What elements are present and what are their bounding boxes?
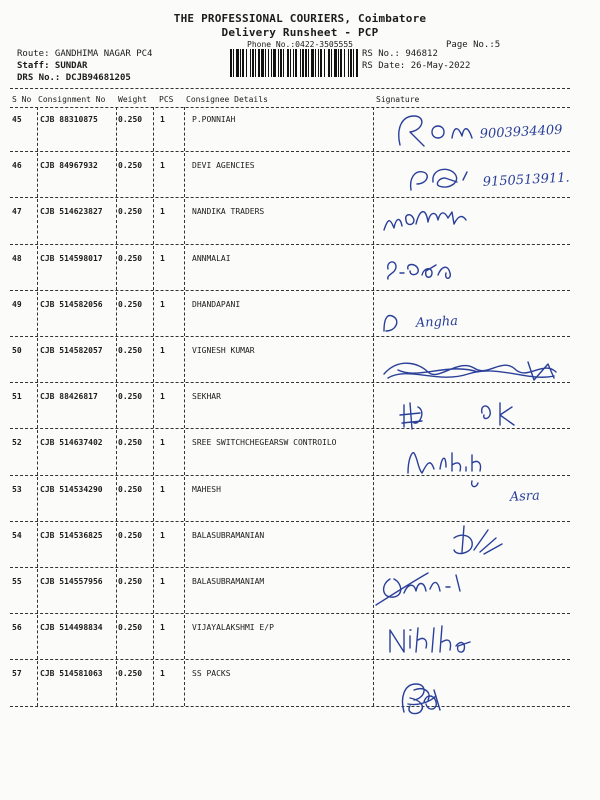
signature-image	[368, 565, 483, 613]
weight-cell: 0.250	[118, 299, 143, 309]
column-divider	[116, 569, 117, 613]
signature-image	[466, 475, 566, 511]
column-divider	[153, 246, 154, 290]
staff: Staff: SUNDAR	[17, 61, 88, 71]
rs-date: RS Date: 26-May-2022	[362, 61, 471, 71]
signature-image	[396, 678, 456, 718]
sno-cell: 46	[12, 161, 22, 171]
consignment-cell: CJB 514534290	[40, 484, 103, 494]
column-divider	[116, 384, 117, 428]
column-divider	[153, 107, 154, 151]
phone-number: Phone No.:0422-3505555	[247, 40, 353, 49]
column-divider	[373, 107, 374, 151]
column-divider	[184, 523, 185, 567]
column-divider	[184, 661, 185, 705]
rs-number: RS No.: 946812	[362, 49, 438, 59]
pcs-cell: 1	[160, 115, 165, 124]
column-divider	[184, 477, 185, 521]
col-weight: Weight	[118, 95, 147, 104]
column-divider	[37, 153, 38, 197]
column-divider	[37, 107, 38, 151]
column-divider	[153, 569, 154, 613]
sno-cell: 53	[12, 484, 22, 494]
consignment-cell: CJB 514498834	[40, 623, 103, 633]
column-divider	[37, 477, 38, 521]
column-divider	[37, 246, 38, 290]
consignee-cell: NANDIKA TRADERS	[192, 207, 265, 217]
consignment-cell: CJB 84967932	[40, 161, 98, 171]
column-divider	[37, 569, 38, 613]
column-divider	[37, 338, 38, 382]
column-divider	[373, 661, 374, 705]
consignment-cell: CJB 514598017	[40, 253, 103, 263]
column-divider	[153, 199, 154, 243]
row-divider	[10, 290, 570, 291]
consignment-cell: CJB 514557956	[40, 577, 103, 586]
pcs-cell: 1	[160, 577, 165, 586]
weight-cell: 0.250	[118, 346, 143, 355]
consignment-cell: CJB 514582057	[40, 346, 103, 355]
pcs-cell: 1	[160, 484, 165, 494]
svg-text:Angha: Angha	[415, 313, 459, 331]
column-divider	[184, 199, 185, 243]
sno-cell: 54	[12, 530, 22, 540]
column-divider	[116, 477, 117, 521]
consignee-cell: BALASUBRAMANIAN	[192, 530, 265, 540]
consignee-cell: VIJAYALAKSHMI E/P	[192, 623, 274, 633]
weight-cell: 0.250	[118, 530, 143, 540]
pcs-cell: 1	[160, 530, 165, 540]
pcs-cell: 1	[160, 299, 165, 309]
column-divider	[184, 153, 185, 197]
column-divider	[184, 338, 185, 382]
pcs-cell: 1	[160, 346, 165, 355]
pcs-cell: 1	[160, 207, 165, 217]
column-divider	[184, 430, 185, 474]
weight-cell: 0.250	[118, 253, 143, 263]
column-divider	[373, 523, 374, 567]
col-consignment: Consignment No	[38, 95, 106, 104]
col-signature: Signature	[376, 95, 420, 104]
pcs-cell: 1	[160, 161, 165, 171]
column-divider	[37, 384, 38, 428]
consignee-cell: DEVI AGENCIES	[192, 161, 255, 171]
consignee-cell: SEKHAR	[192, 392, 221, 402]
barcode	[230, 49, 358, 77]
column-divider	[153, 615, 154, 659]
column-divider	[184, 384, 185, 428]
column-divider	[373, 338, 374, 382]
consignee-cell: ANNMALAI	[192, 253, 231, 263]
pcs-cell: 1	[160, 253, 165, 263]
column-divider	[373, 615, 374, 659]
consignee-cell: VIGNESH KUMAR	[192, 346, 255, 355]
column-divider	[153, 661, 154, 705]
signature-image	[380, 198, 500, 238]
signature-image	[396, 395, 536, 435]
weight-cell: 0.250	[118, 207, 143, 217]
pcs-cell: 1	[160, 438, 165, 448]
row-divider	[10, 706, 570, 707]
column-divider	[116, 292, 117, 336]
column-divider	[153, 523, 154, 567]
sno-cell: 47	[12, 207, 22, 217]
weight-cell: 0.250	[118, 115, 143, 124]
pcs-cell: 1	[160, 392, 165, 402]
svg-text:Asra: Asra	[509, 488, 541, 505]
column-divider	[184, 107, 185, 151]
signature-image	[384, 255, 474, 283]
sno-cell: 48	[12, 253, 22, 263]
weight-cell: 0.250	[118, 669, 143, 679]
row-divider	[10, 336, 570, 337]
weight-cell: 0.250	[118, 392, 143, 402]
sno-cell: 49	[12, 299, 22, 309]
column-divider	[373, 153, 374, 197]
signature-image	[444, 522, 514, 562]
col-pcs: PCS	[159, 95, 174, 104]
pcs-cell: 1	[160, 669, 165, 679]
consignment-cell: CJB 514536825	[40, 530, 103, 540]
weight-cell: 0.250	[118, 577, 143, 586]
signature-image	[380, 307, 480, 337]
svg-text:9150513911.: 9150513911.	[482, 170, 570, 190]
weight-cell: 0.250	[118, 438, 143, 448]
consignment-cell: CJB 514582056	[40, 299, 103, 309]
column-divider	[153, 153, 154, 197]
sno-cell: 51	[12, 392, 22, 402]
signature-image	[378, 352, 573, 388]
column-divider	[37, 430, 38, 474]
column-divider	[373, 246, 374, 290]
row-divider	[10, 567, 570, 568]
consignment-cell: CJB 88310875	[40, 115, 98, 124]
column-divider	[116, 338, 117, 382]
column-divider	[116, 661, 117, 705]
column-divider	[37, 661, 38, 705]
consignment-cell: CJB 514637402	[40, 438, 103, 448]
column-divider	[116, 153, 117, 197]
column-divider	[373, 199, 374, 243]
column-divider	[184, 292, 185, 336]
col-sno: S No	[12, 95, 32, 104]
sno-cell: 50	[12, 346, 22, 355]
page-number: Page No.:5	[446, 40, 501, 50]
weight-cell: 0.250	[118, 161, 143, 171]
weight-cell: 0.250	[118, 484, 143, 494]
consignee-cell: MAHESH	[192, 484, 221, 494]
column-divider	[116, 615, 117, 659]
column-divider	[153, 338, 154, 382]
column-divider	[116, 246, 117, 290]
column-divider	[153, 430, 154, 474]
consignee-cell: BALASUBRAMANIAM	[192, 577, 265, 586]
signature-image	[392, 110, 577, 152]
column-divider	[184, 615, 185, 659]
route: Route: GANDHIMA NAGAR PC4	[17, 49, 153, 59]
signature-image	[404, 445, 514, 479]
column-divider	[37, 292, 38, 336]
consignee-cell: DHANDAPANI	[192, 299, 241, 309]
column-divider	[116, 523, 117, 567]
column-divider	[153, 292, 154, 336]
header-divider-top	[10, 88, 570, 89]
row-divider	[10, 613, 570, 614]
signature-image	[386, 622, 486, 658]
sno-cell: 56	[12, 623, 22, 633]
company-name: THE PROFESSIONAL COURIERS, Coimbatore	[173, 12, 427, 25]
row-divider	[10, 659, 570, 660]
column-divider	[37, 199, 38, 243]
column-divider	[373, 384, 374, 428]
consignment-cell: CJB 514581063	[40, 669, 103, 679]
document-title: Delivery Runsheet - PCP	[221, 26, 379, 39]
column-divider	[116, 107, 117, 151]
row-divider	[10, 244, 570, 245]
sno-cell: 45	[12, 115, 22, 124]
column-divider	[116, 430, 117, 474]
consignment-cell: CJB 514623827	[40, 207, 103, 217]
sno-cell: 57	[12, 669, 22, 679]
column-divider	[153, 384, 154, 428]
column-divider	[184, 246, 185, 290]
consignee-cell: SREE SWITCHCHEGEARSW CONTROILO	[192, 438, 337, 448]
weight-cell: 0.250	[118, 623, 143, 633]
column-divider	[37, 615, 38, 659]
column-divider	[116, 199, 117, 243]
col-consignee: Consignee Details	[186, 95, 268, 104]
svg-text:9003934409: 9003934409	[479, 122, 563, 142]
consignee-cell: SS PACKS	[192, 669, 231, 679]
column-divider	[373, 292, 374, 336]
sno-cell: 52	[12, 438, 22, 448]
drs-number: DRS No.: DCJB94681205	[17, 73, 131, 83]
column-divider	[153, 477, 154, 521]
signature-image	[405, 160, 585, 198]
sno-cell: 55	[12, 577, 22, 586]
column-divider	[184, 569, 185, 613]
column-divider	[37, 523, 38, 567]
column-divider	[373, 430, 374, 474]
pcs-cell: 1	[160, 623, 165, 633]
consignment-cell: CJB 88426817	[40, 392, 98, 402]
column-divider	[373, 477, 374, 521]
consignee-cell: P.PONNIAH	[192, 115, 236, 124]
header-divider-bottom	[10, 107, 570, 108]
